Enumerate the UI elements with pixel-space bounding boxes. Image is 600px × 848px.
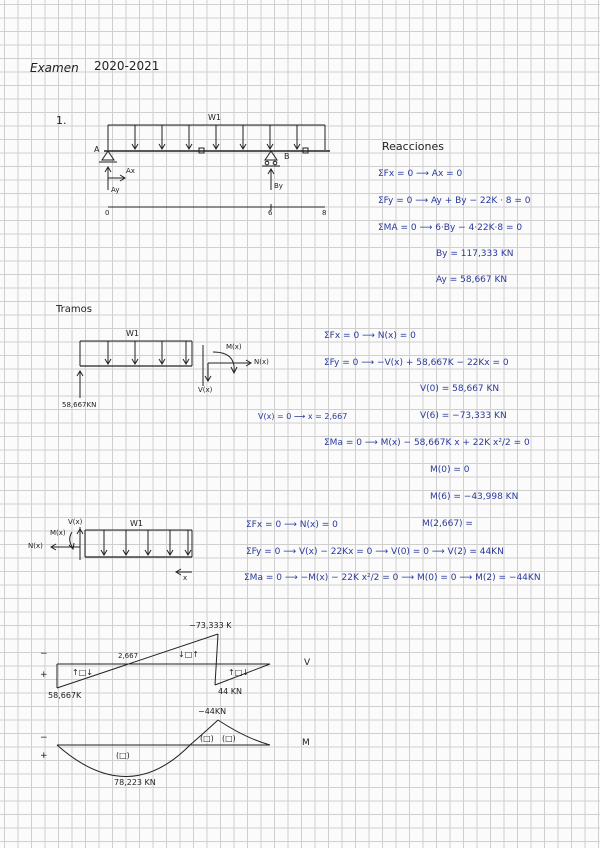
reaction-ay-label: Ay [111, 186, 120, 194]
reaction-by-label: By [274, 182, 283, 190]
problem-number: 1. [56, 114, 67, 127]
fbd2-x-label: x [183, 574, 188, 582]
shear-end-value: 44 KN [218, 687, 242, 696]
fbd2-moment-label: M(x) [50, 529, 66, 537]
reactions-eq-fy: ΣFy = 0 ⟶ Ay + By − 22K · 8 = 0 [378, 196, 531, 206]
tramo2-eq-fx: ΣFx = 0 ⟶ N(x) = 0 [246, 520, 338, 530]
tramo1-v0: V(0) = 58,667 KN [420, 384, 500, 394]
axis-label-0: 0 [105, 209, 110, 217]
reactions-eq-ma: ΣMA = 0 ⟶ 6·By − 4·22K·8 = 0 [378, 223, 523, 233]
axis-label-8: 8 [322, 209, 327, 217]
tramo1-v6: V(6) = −73,333 KN [420, 411, 507, 421]
exam-title: Examen [30, 61, 79, 75]
moment-plus-sign: + [40, 751, 48, 761]
tramo1-eq-fx: ΣFx = 0 ⟶ N(x) = 0 [324, 331, 416, 341]
moment-sign-convention-2: (□) [200, 734, 214, 743]
support-b-label: B [284, 152, 290, 161]
fbd1-reaction-label: 58,667KN [62, 401, 97, 409]
reactions-ay-result: Ay = 58,667 KN [436, 275, 508, 285]
distributed-load-arrows [132, 125, 300, 149]
moment-minus-sign: − [40, 733, 48, 743]
tramo1-eq-ma: ΣMa = 0 ⟶ M(x) − 58,667K x + 22K x²/2 = 0 [324, 438, 530, 448]
tramo1-m-max: M(2,667) = [422, 519, 473, 529]
fbd2-normal-label: N(x) [28, 542, 43, 550]
support-a-label: A [94, 145, 100, 154]
shear-sign-convention-1: ↑□↓ [72, 668, 93, 677]
shear-diagram-sketch [57, 634, 270, 688]
reactions-title: Reacciones [382, 140, 445, 153]
reaction-ax-label: Ax [126, 167, 135, 175]
tramo1-eq-fy: ΣFy = 0 ⟶ −V(x) + 58,667K − 22Kx = 0 [324, 358, 509, 368]
fbd1-normal-label: N(x) [254, 358, 269, 366]
shear-start-value: 58,667K [48, 691, 82, 700]
fbd1-sketch [77, 341, 251, 398]
tramos-title: Tramos [56, 304, 92, 315]
moment-diagram-sketch [57, 720, 270, 777]
moment-top-value: −44KN [198, 707, 227, 716]
tramo1-m0: M(0) = 0 [430, 465, 470, 475]
shear-top-value: −73,333 K [189, 621, 232, 630]
tramo1-m6: M(6) = −43,998 KN [430, 492, 519, 502]
support-a-pin [99, 151, 117, 162]
shear-sign-convention-3: ↑□↓ [228, 668, 249, 677]
fbd2-sketch [51, 527, 192, 575]
beam-load-label: W1 [208, 113, 221, 122]
reactions-eq-fx: ΣFx = 0 ⟶ Ax = 0 [378, 169, 463, 179]
shear-minus-sign: − [40, 649, 48, 659]
moment-bottom-value: 78,223 KN [114, 778, 156, 787]
moment-sign-convention-1: (□) [116, 751, 130, 760]
tramo1-v-zero: V(x) = 0 ⟶ x = 2,667 [258, 412, 348, 421]
tramo2-eq-fy: ΣFy = 0 ⟶ V(x) − 22Kx = 0 ⟶ V(0) = 0 ⟶ V(2) = 44KN [246, 547, 504, 557]
axis-label-6: 6 [268, 209, 273, 217]
fbd1-moment-label: M(x) [226, 343, 242, 351]
support-b-roller [262, 151, 280, 166]
shear-sign-convention-2: ↓□↑ [178, 650, 199, 659]
tramo2-eq-ma: ΣMa = 0 ⟶ −M(x) − 22K x²/2 = 0 ⟶ M(0) = 0 ⟶ M(2) = −44KN [244, 573, 541, 583]
shear-plus-sign: + [40, 670, 48, 680]
shear-zero-crossing: 2,667 [118, 652, 139, 660]
reactions-by-result: By = 117,333 KN [436, 249, 514, 259]
fbd2-load-label: W1 [130, 519, 143, 528]
moment-sign-convention-3: (□) [222, 734, 236, 743]
fbd2-shear-label: V(x) [68, 518, 83, 526]
shear-diagram-label: V [304, 658, 311, 668]
fbd1-load-label: W1 [126, 329, 139, 338]
moment-diagram-label: M [302, 738, 310, 748]
exam-year: 2020-2021 [94, 59, 160, 73]
fbd1-shear-label: V(x) [198, 386, 213, 394]
